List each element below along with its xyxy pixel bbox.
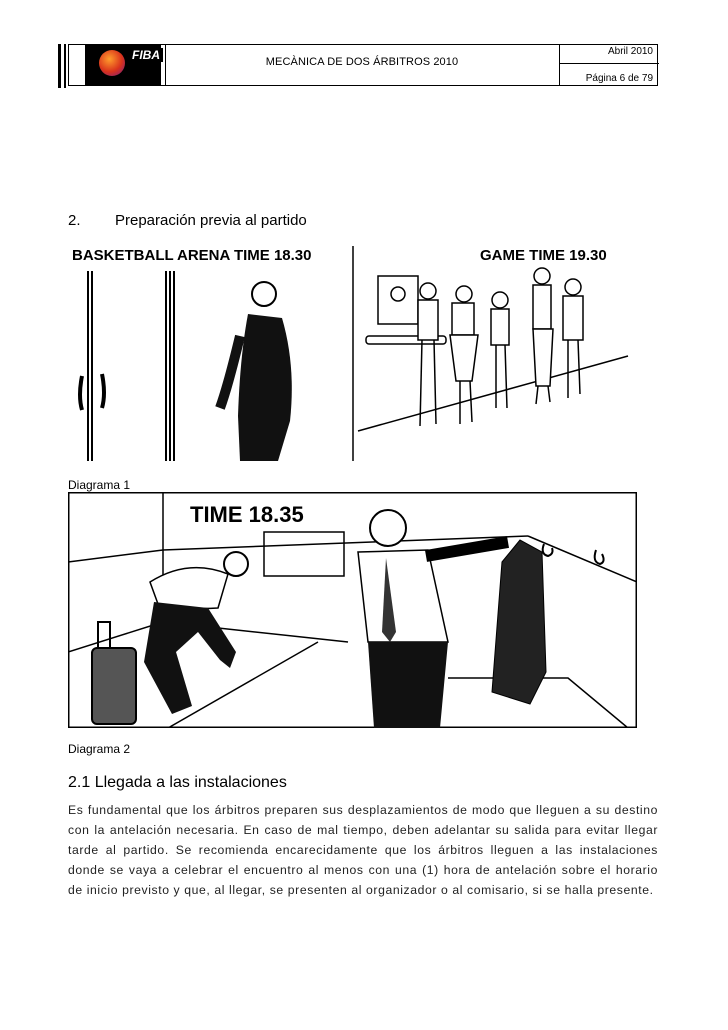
game-time-label: GAME TIME 19.30: [480, 247, 607, 264]
page-header: [68, 44, 658, 86]
diagram-1: [68, 236, 658, 466]
diagram-2-caption: Diagrama 2: [68, 742, 131, 756]
logo-cell: [77, 45, 166, 85]
walking-referee-illustration: [220, 282, 292, 461]
section-title: Preparación previa al partido: [115, 212, 307, 229]
margin-bar: [58, 44, 61, 88]
header-date: Abril 2010: [607, 46, 653, 57]
ticket-queue-illustration: [358, 268, 628, 431]
diagram-1-caption: Diagrama 1: [68, 478, 131, 492]
diagram-2: [68, 492, 637, 728]
document-title: MECÀNICA DE DOS ÁRBITROS 2010: [265, 56, 459, 68]
meta-cell: [559, 45, 659, 85]
subsection-title: 2.1 Llegada a las instalaciones: [68, 774, 287, 791]
locker-time-label: TIME 18.35: [190, 502, 304, 527]
section-heading: [68, 212, 307, 229]
fiba-logo: [85, 45, 161, 85]
divider: [559, 63, 659, 64]
body-paragraph: Es fundamental que los árbitros preparen sus desplazamientos de modo que lleguen a su destino con la antelación necesaria. En caso de mal tiempo, deben adelantar su salida para evitar llegar tarde al partido. Se recomienda encarecidamente que los árbitros lleguen a las instalaciones donde se vaya a celebrar el encuentro al menos con una (1) hora de antelación sobre el horario de inicio previsto y que, al llegar, se presenten al organizador o al comisario, si se halla presente.: [68, 803, 658, 897]
margin-bar: [64, 44, 66, 88]
arena-time-label: BASKETBALL ARENA TIME 18.30: [72, 247, 312, 264]
door-illustration: [80, 271, 174, 461]
basketball-icon: [99, 50, 125, 76]
title-cell: [165, 45, 560, 85]
page-number: Página 6 de 79: [585, 73, 653, 84]
logo-text: FIBA: [129, 48, 163, 62]
section-number: 2.: [68, 212, 81, 229]
